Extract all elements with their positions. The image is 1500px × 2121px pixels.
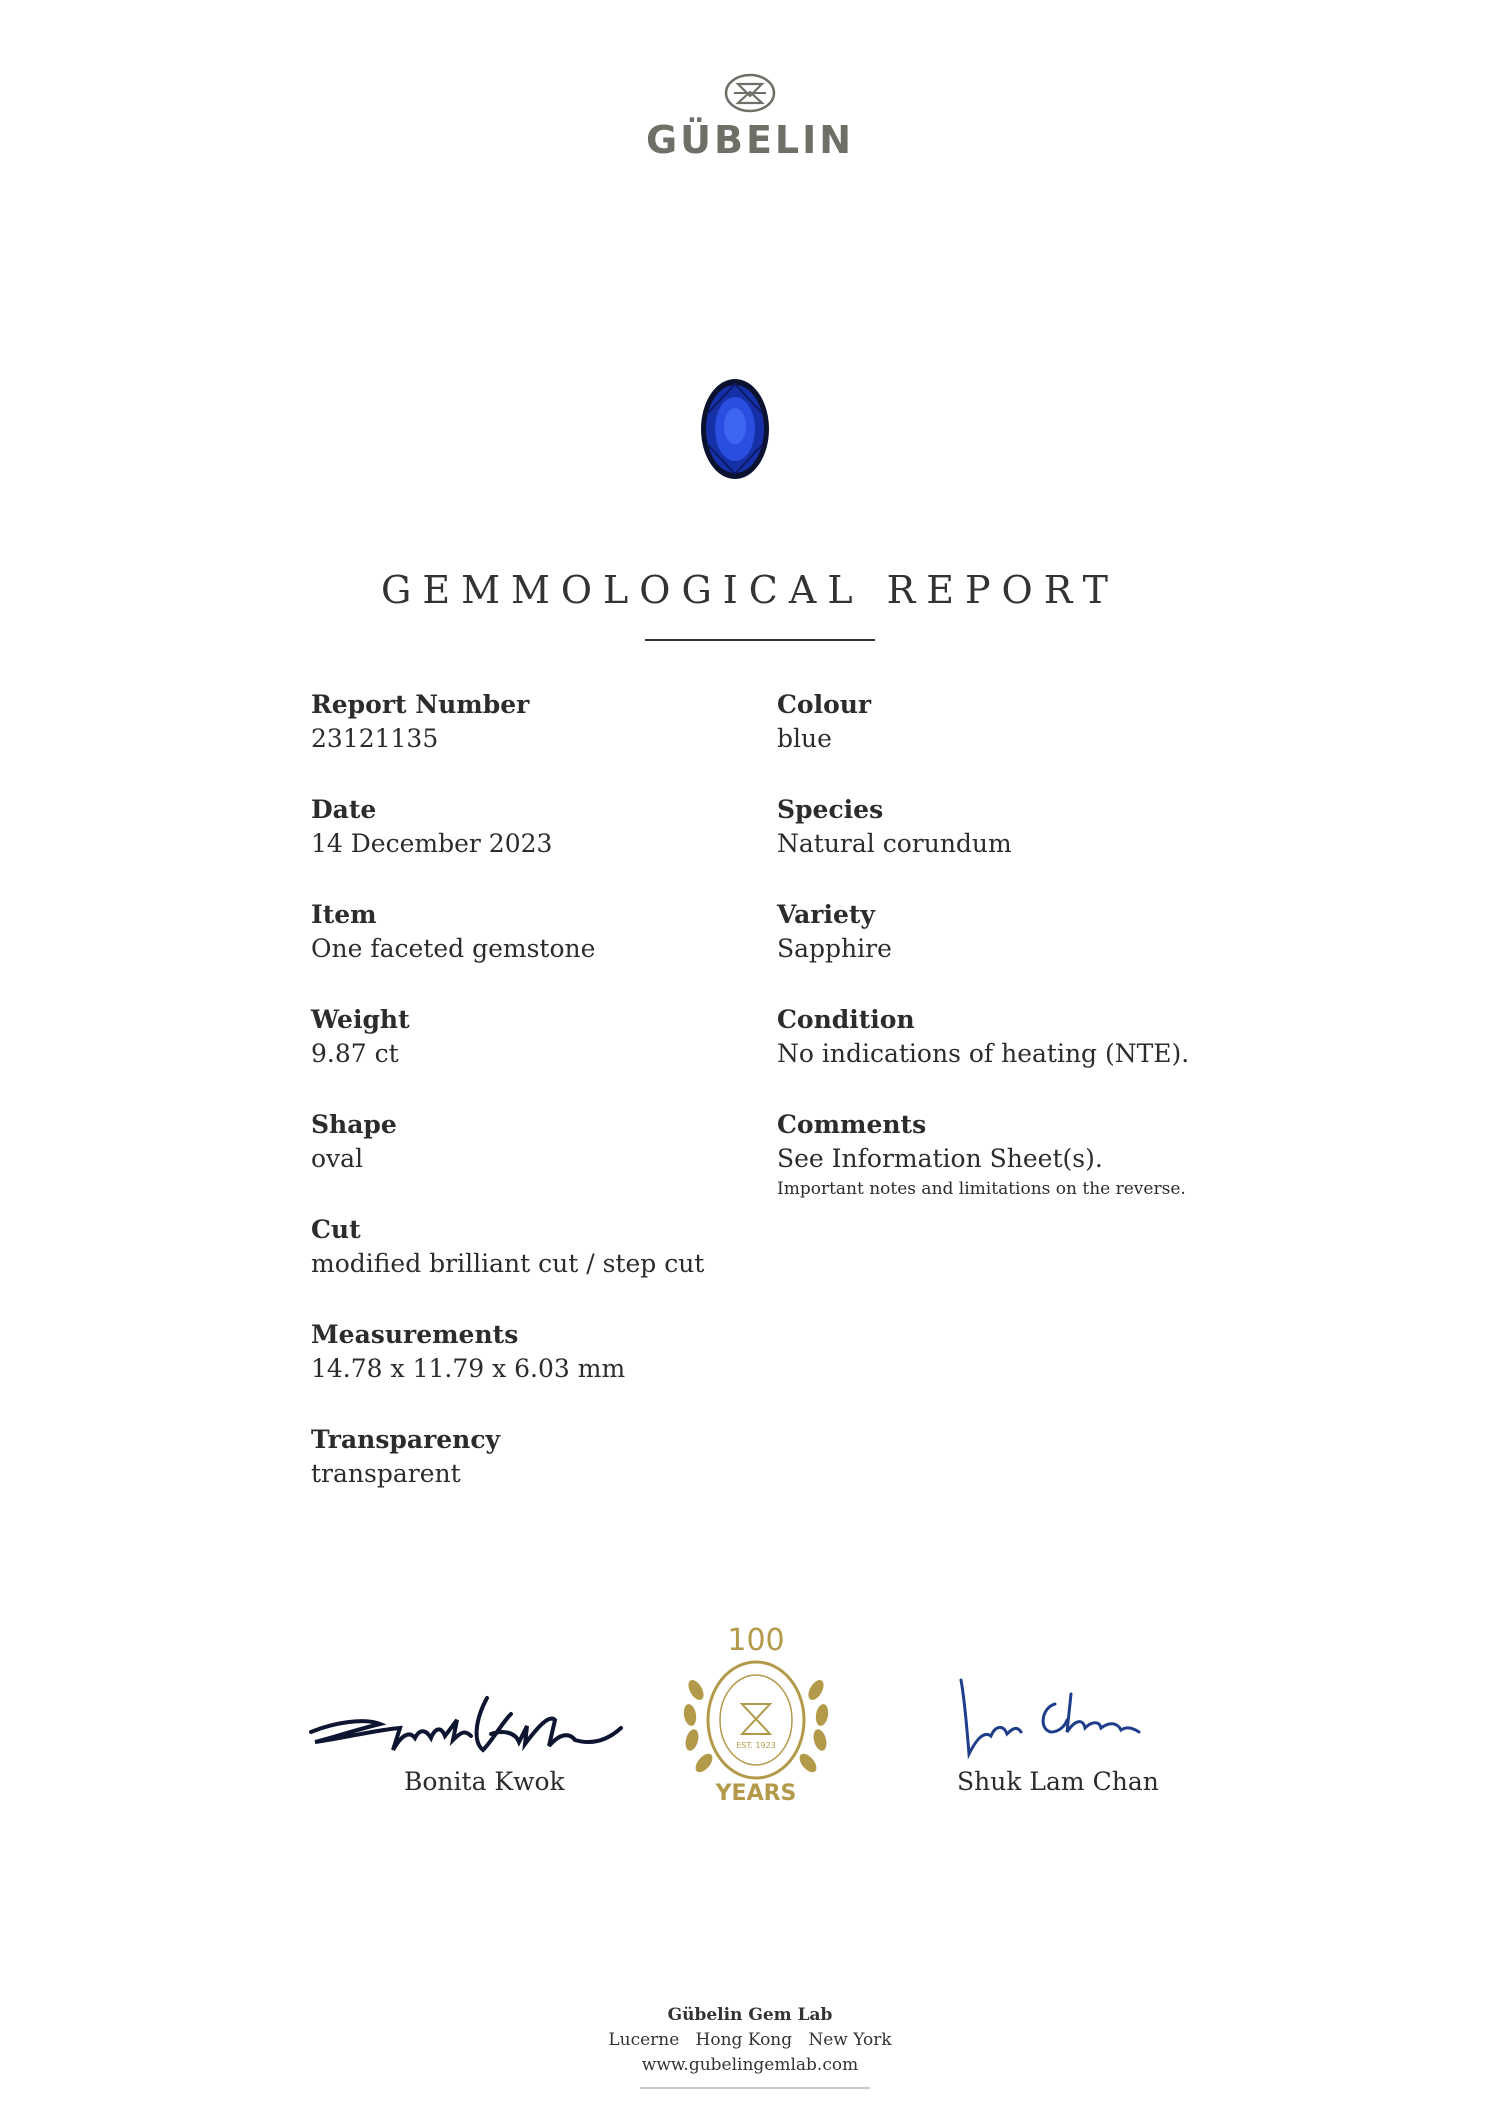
field-species	[777, 793, 1297, 898]
footer-cities: Lucerne Hong Kong New York	[608, 2030, 892, 2050]
field-label: Colour	[777, 690, 872, 719]
field-value: One faceted gemstone	[311, 934, 596, 963]
field-measurements	[311, 1318, 751, 1423]
field-report-number	[311, 688, 751, 793]
right-fields	[777, 688, 1297, 1199]
field-label: Shape	[311, 1110, 397, 1139]
field-value: Sapphire	[777, 934, 892, 963]
signatory-name-right: Shuk Lam Chan	[957, 1767, 1159, 1796]
seal-number: 100	[727, 1623, 785, 1658]
field-value: modified brilliant cut / step cut	[311, 1249, 705, 1278]
field-value: 23121135	[311, 724, 439, 753]
signatory-name-left: Bonita Kwok	[404, 1767, 565, 1796]
brand-name: GÜBELIN	[645, 118, 855, 162]
field-value: 14 December 2023	[311, 829, 553, 858]
field-value: 14.78 x 11.79 x 6.03 mm	[311, 1354, 626, 1383]
field-item	[311, 898, 751, 1003]
field-weight	[311, 1003, 751, 1108]
seal-est: EST. 1923	[736, 1741, 776, 1750]
field-label: Measurements	[311, 1320, 519, 1349]
field-label: Condition	[777, 1005, 915, 1034]
field-label: Variety	[777, 900, 875, 929]
field-shape	[311, 1108, 751, 1213]
field-value: 9.87 ct	[311, 1039, 399, 1068]
field-cut	[311, 1213, 751, 1318]
sapphire-gem-image	[700, 378, 770, 480]
field-value: Natural corundum	[777, 829, 1012, 858]
footer	[0, 2003, 1500, 2078]
brand-header	[0, 72, 1500, 162]
field-value: transparent	[311, 1459, 461, 1488]
field-value: No indications of heating (NTE).	[777, 1039, 1190, 1068]
field-variety	[777, 898, 1297, 1003]
signature-shuk-lam-chan	[955, 1672, 1155, 1762]
footer-website: www.gubelingemlab.com	[641, 2055, 859, 2075]
field-label: Comments	[777, 1110, 927, 1139]
field-date	[311, 793, 751, 898]
signature-bonita-kwok	[305, 1680, 625, 1770]
field-label: Item	[311, 900, 377, 929]
left-fields	[311, 688, 751, 1528]
report-title: GEMMOLOGICAL REPORT	[380, 568, 1119, 612]
seal-years: YEARS	[715, 1781, 797, 1806]
field-label: Report Number	[311, 690, 530, 719]
field-label: Species	[777, 795, 884, 824]
centenary-seal-image	[656, 1620, 856, 1810]
field-transparency	[311, 1423, 751, 1528]
field-label: Cut	[311, 1215, 361, 1244]
title-divider	[645, 639, 875, 641]
field-value: oval	[311, 1144, 364, 1173]
field-colour	[777, 688, 1297, 793]
field-label: Transparency	[311, 1425, 501, 1454]
gubelin-logo-icon	[723, 72, 777, 114]
field-value: blue	[777, 724, 832, 753]
footer-divider	[640, 2087, 870, 2089]
footer-lab-name: Gübelin Gem Lab	[667, 2005, 833, 2025]
field-condition	[777, 1003, 1297, 1108]
field-label: Weight	[311, 1005, 410, 1034]
reverse-note: Important notes and limitations on the reverse.	[777, 1179, 1186, 1199]
field-label: Date	[311, 795, 377, 824]
field-value: See Information Sheet(s).	[777, 1144, 1103, 1173]
